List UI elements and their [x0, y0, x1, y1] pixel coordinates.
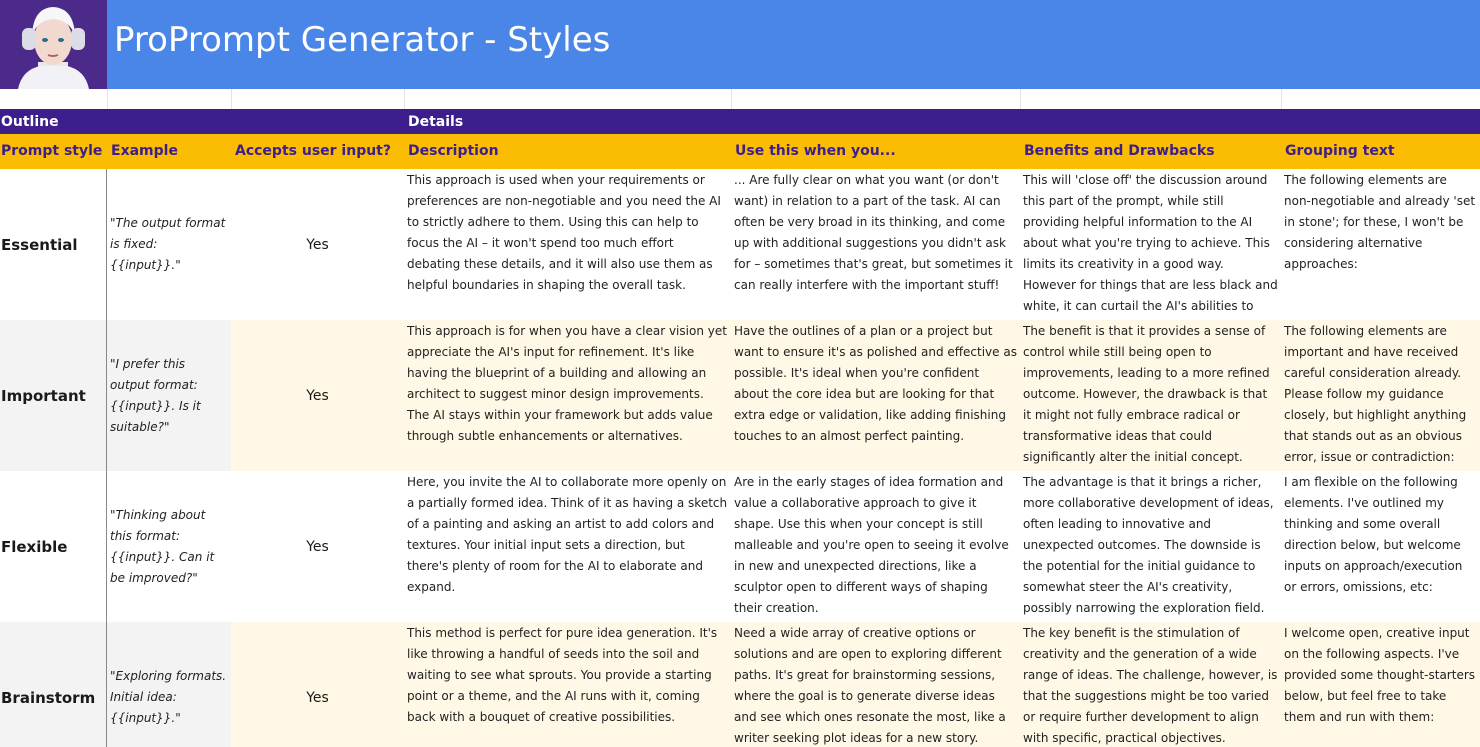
column-divider — [107, 89, 108, 109]
cell-accepts-input[interactable]: Yes — [231, 622, 404, 747]
cell-accepts-input[interactable]: Yes — [306, 538, 329, 555]
page-title: ProPrompt Generator - Styles — [114, 20, 611, 60]
cell-grouping[interactable]: I welcome open, creative input on the following aspects. I've provided some thought-starters below, but feel free to take them and run with them: — [1281, 622, 1480, 747]
cell-use-when[interactable]: Have the outlines of a plan or a project but want to ensure it's as polished and effective as possible. It's ideal when you're confident about the core idea but are looking for that extra edge or validation, like adding finishing touches to an almost perfect painting. — [731, 320, 1020, 471]
cell-example[interactable]: "Thinking about this format: {{input}}. Can it be improved?" — [110, 507, 215, 585]
avatar — [0, 0, 107, 89]
cell-use-when[interactable]: Need a wide array of creative options or solutions and are open to exploring different paths. It's great for brainstorming sessions, where the goal is to generate diverse ideas and see which ones resonate the most, like a writer seeking plot ideas for a new story. — [731, 622, 1020, 747]
table-row-flexible — [0, 471, 1480, 622]
column-header-prompt-style[interactable]: Prompt style — [1, 143, 103, 159]
column-header-use-when[interactable]: Use this when you... — [735, 143, 896, 159]
group-header-details: Details — [408, 114, 464, 130]
cell-grouping[interactable]: The following elements are important and have received careful consideration already. Please follow my guidance closely, but highlight anything that stands out as an obvious error, issue or contradiction: — [1281, 320, 1480, 471]
table-row-brainstorm — [0, 622, 1480, 747]
cell-description[interactable]: This method is perfect for pure idea generation. It's like throwing a handful of seeds into the soil and waiting to see what sprouts. You provide a starting point or a theme, and the AI runs with it, coming back with a bouquet of creative possibilities. — [404, 622, 731, 747]
cell-prompt-style[interactable]: Essential — [0, 169, 107, 320]
column-header-benefits[interactable]: Benefits and Drawbacks — [1024, 143, 1215, 159]
cell-accepts-input[interactable]: Yes — [231, 320, 404, 471]
cell-benefits[interactable]: The key benefit is the stimulation of creativity and the generation of a wide range of ideas. The challenge, however, is that the suggestions might be too varied or require further development to align with specific, practical objectives. — [1020, 622, 1281, 747]
group-header-outline: Outline — [1, 114, 59, 130]
column-divider — [1020, 89, 1021, 109]
cell-description[interactable]: This approach is for when you have a clear vision yet appreciate the AI's input for refinement. It's like having the blueprint of a building and allowing an architect to suggest minor design improvements. The AI stays within your framework but adds value through subtle enhancements or alternatives. — [404, 320, 731, 471]
column-divider — [404, 89, 405, 109]
column-header-row — [0, 134, 1480, 169]
column-header-example[interactable]: Example — [111, 143, 178, 159]
column-divider — [731, 89, 732, 109]
cell-grouping[interactable]: I am flexible on the following elements. I've outlined my thinking and some overall direction below, but welcome inputs on approach/execution or errors, omissions, etc: — [1284, 475, 1463, 594]
cell-benefits[interactable]: This will 'close off' the discussion around this part of the prompt, while still providing helpful information to the AI about what you're trying to achieve. This limits its creativity in a good way. However for things that are less black and white, it can curtail the AI's abilities to — [1023, 173, 1278, 313]
column-header-description[interactable]: Description — [408, 143, 499, 159]
group-header-row — [0, 109, 1480, 134]
title-banner — [0, 0, 1480, 89]
cell-example[interactable]: "Exploring formats. Initial idea: {{input}}." — [107, 622, 231, 747]
cell-benefits[interactable]: The benefit is that it provides a sense of control while still being open to improvements, leading to a more refined outcome. However, the drawback is that it might not fully embrace radical or transformative ideas that could significantly alter the initial concept. — [1020, 320, 1281, 471]
cell-benefits[interactable]: The advantage is that it brings a richer, more collaborative development of ideas, often leading to innovative and unexpected outcomes. The downside is the potential for the initial guidance to somewhat steer the AI's creativity, possibly narrowing the exploration field. — [1023, 475, 1274, 615]
cell-prompt-style[interactable]: Important — [0, 320, 107, 471]
column-header-grouping[interactable]: Grouping text — [1285, 143, 1395, 159]
cell-use-when[interactable]: Are in the early stages of idea formation and value a collaborative approach to give it shape. Use this when your concept is still malleable and you're open to seeing it evolve in new and unexpected directions, like a sculptor open to different ways of shaping their creation. — [734, 475, 1009, 615]
cell-prompt-style[interactable]: Flexible — [0, 471, 107, 622]
column-divider — [1281, 89, 1282, 109]
table-row-important — [0, 320, 1480, 471]
cell-example[interactable]: "I prefer this output format: {{input}}. Is it suitable?" — [107, 320, 231, 471]
spacer-row — [0, 89, 1480, 109]
cell-prompt-style[interactable]: Brainstorm — [0, 622, 107, 747]
column-divider — [231, 89, 232, 109]
robot-avatar-icon — [0, 0, 107, 89]
cell-accepts-input[interactable]: Yes — [306, 236, 329, 253]
table-row-essential — [0, 169, 1480, 320]
cell-description[interactable]: Here, you invite the AI to collaborate more openly on a partially formed idea. Think of it as having a sketch of a painting and asking an artist to add colors and textures. Your initial input sets a direction, but there's plenty of room for the AI to elaborate and expand. — [407, 475, 728, 594]
column-header-accepts-input[interactable]: Accepts user input? — [235, 143, 391, 159]
cell-use-when[interactable]: ... Are fully clear on what you want (or don't want) in relation to a part of the task. AI can often be very broad in its thinking, and come up with additional suggestions you didn't ask for – sometimes that's great, but sometimes it can really interfere with the important stuff! — [734, 173, 1013, 292]
cell-example[interactable]: "The output format is fixed: {{input}}." — [110, 216, 226, 272]
cell-grouping[interactable]: The following elements are non-negotiable and already 'set in stone'; for these, I won't be considering alternative approaches: — [1284, 173, 1476, 271]
cell-description[interactable]: This approach is used when your requirements or preferences are non-negotiable and you need the AI to strictly adhere to them. Using this can help to focus the AI – it won't spend too much effort debating these details, and it will also use them as helpful boundaries in shaping the overall task. — [407, 173, 721, 292]
